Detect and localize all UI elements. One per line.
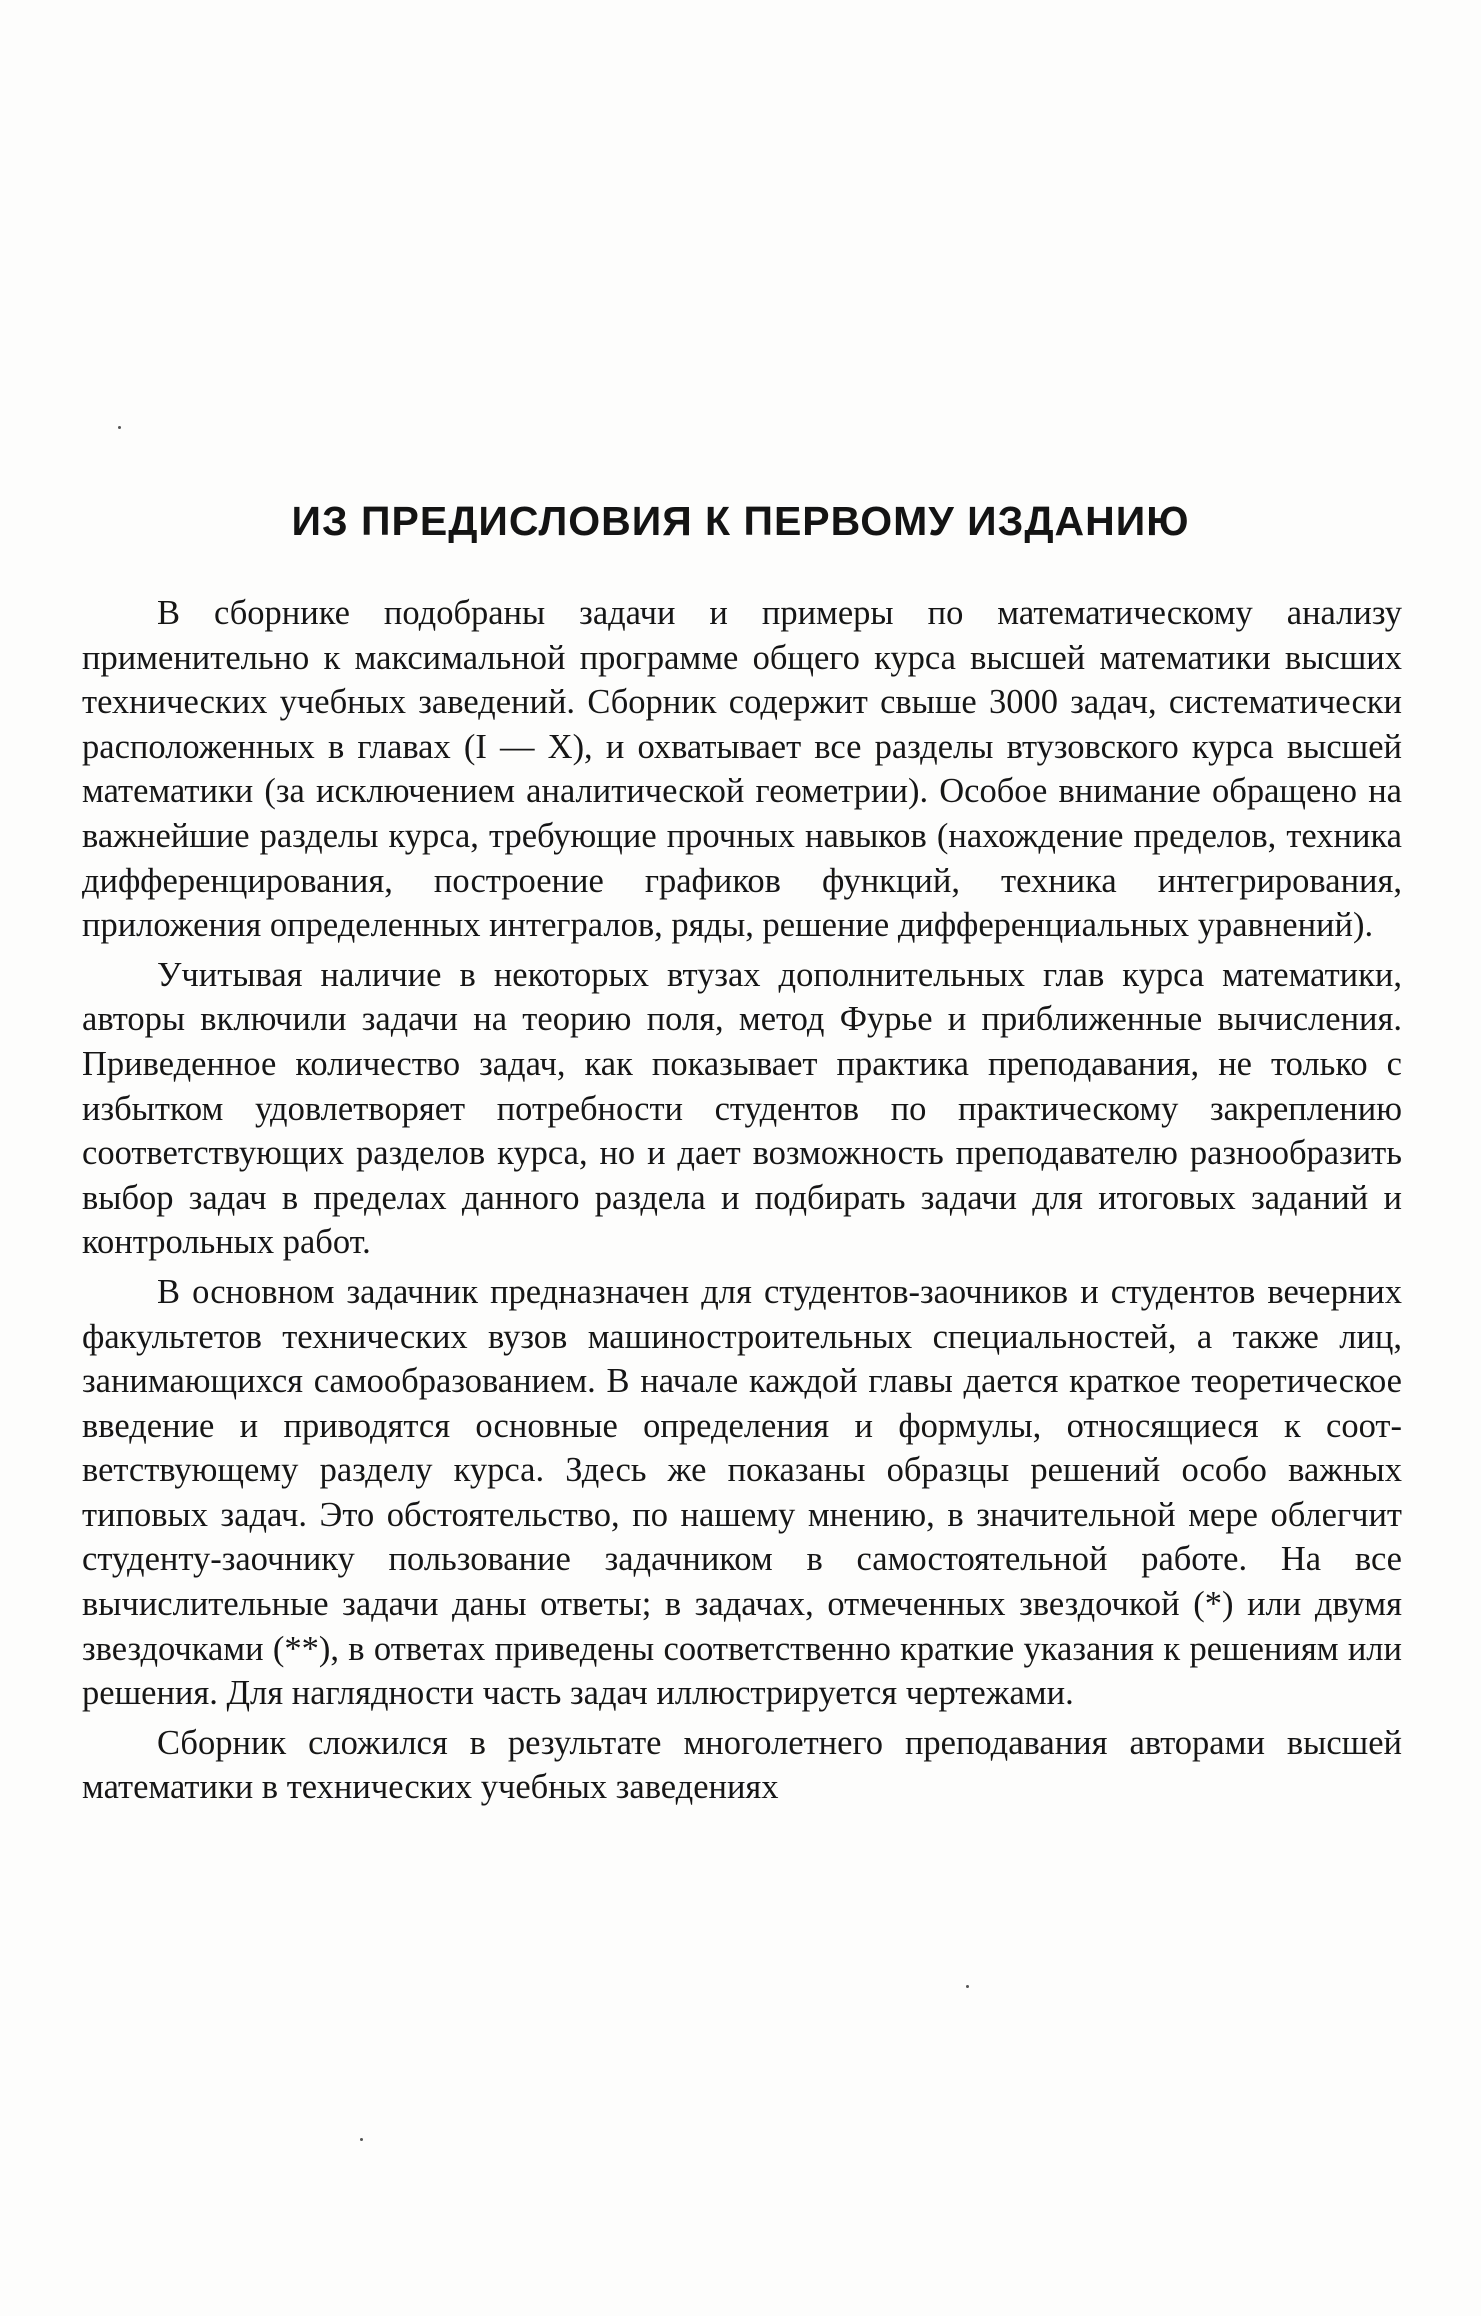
print-speck: [966, 1985, 969, 1988]
paragraph: В основном задачник предназначен для студентов-заочников и студентов вечерних факультетов технических вузов машиностроительных специальностей, а также лиц, занимающихся самообразованием. В начале каждой главы дается краткое теоретическое введение и приводятся основные определения и формулы, относящиеся к соответствующему разделу курса. Здесь же показаны образцы решений особо важных типовых задач. Это обстоятельство, по нашему мнению, в значительной мере облегчит студенту-заочнику пользование задачником в самостоятельной работе. На все вычислительные задачи даны ответы; в задачах, отмеченных звездочкой (*) или двумя звездочками (**), в ответах приведены соответственно краткие указания к решениям или решения. Для наглядности часть задач иллюстрируется чертежами.: [82, 1272, 1402, 1713]
paragraph: Учитывая наличие в некоторых втузах дополнительных глав курса математики, авторы включили задачи на теорию поля, метод Фурье и приближенные вычисления. Приведенное количество задач, как показывает практика преподавания, не только с избытком удовлетворяет потребности студентов по практическому закреплению соответствующих разделов курса, но и дает возможность преподавателю разнообразить выбор задач в пределах данного раздела и подбирать задачи для итоговых заданий и контрольных работ.: [82, 955, 1402, 1262]
body-text: [82, 591, 1402, 1815]
page-title: ИЗ ПРЕДИСЛОВИЯ К ПЕРВОМУ ИЗДАНИЮ: [291, 498, 1190, 544]
paragraph: В сборнике подобраны задачи и примеры по математическому анализу применительно к максимальной программе общего курса высшей математики высших технических учебных заведений. Сборник содержит свыше 3000 задач, систематически расположенных в главах (I — X), и охватывает все разделы втузовского курса высшей математики (за исключением аналитической геометрии). Особое внимание обращено на важнейшие разделы курса, требующие прочных навыков (нахождение пределов, техника дифференцирования, построение графиков функций, техника интегрирования, приложения определенных интегралов, ряды, решение дифференциальных уравнений).: [82, 594, 1402, 945]
print-speck: [118, 426, 121, 429]
paragraph: Сборник сложился в результате многолетнего преподавания авторами высшей математики в технических учебных заведениях: [82, 1723, 1402, 1807]
print-speck: [360, 2138, 363, 2141]
